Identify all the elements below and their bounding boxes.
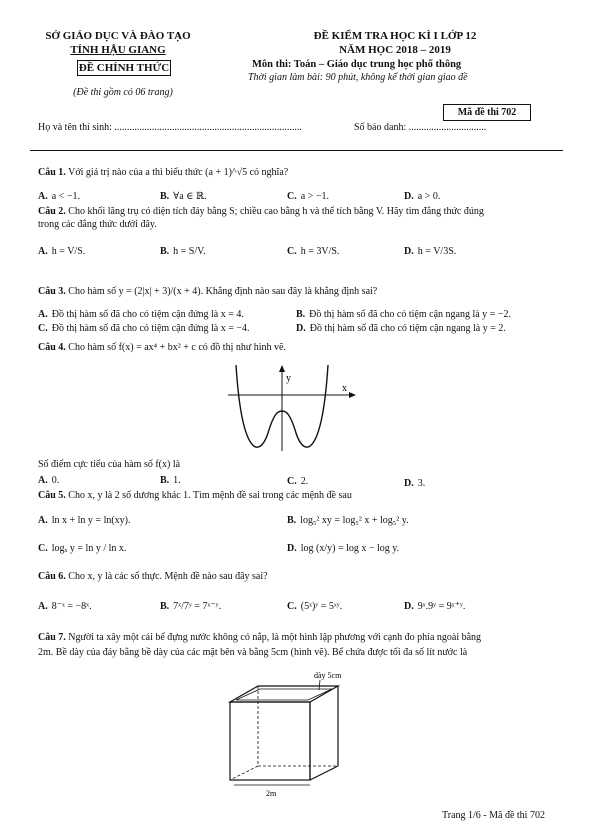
question-5: Câu 5. Cho x, y là 2 số dương khác 1. Tìm mệnh đề sai trong các mệnh đề sau [38, 490, 352, 501]
q5-option-c: C. logₓ y = ln y / ln x. [38, 543, 127, 554]
quartic-graph-figure [222, 363, 362, 455]
side-length-label: 2m [266, 789, 277, 798]
hidden-edge-diagonal [230, 766, 258, 780]
province-name: TỈNH HẬU GIANG [70, 44, 166, 56]
y-axis-label: y [286, 373, 291, 384]
q2-option-d: D. h = V/3S. [404, 246, 457, 257]
student-name-field: Họ và tên thí sinh: ........................................................................... [38, 122, 302, 133]
time-line: Thời gian làm bài: 90 phút, không kể thời gian giao đề [248, 72, 468, 83]
question-7-line2: 2m. Bề dày của đáy bằng bề dày của các mặt bên và bằng 5cm (hình vẽ). Bể chứa được tối đa số lít nước là [38, 647, 468, 658]
q1-option-b: B. ∀a ∈ ℝ. [160, 191, 207, 202]
student-id-field: Số báo danh: ............................... [354, 122, 487, 133]
q6-option-d: D. 9ˣ.9ʸ = 9ˣ⁺ʸ. [404, 601, 466, 612]
y-axis-arrow [279, 365, 285, 372]
q4-option-c: C. 2. [287, 476, 309, 487]
q6-option-b: B. 7ˣ/7ʸ = 7ˣ⁻ʸ. [160, 601, 222, 612]
department-name: SỞ GIÁO DỤC VÀ ĐÀO TẠO [45, 30, 191, 42]
q6-option-c: C. (5ˣ)ʸ = 5ˣʸ. [287, 601, 343, 612]
q2-option-b: B. h = S/V. [160, 246, 206, 257]
exam-code-box: Mã đề thi 702 [443, 104, 531, 121]
q2-option-a: A. h = V/S. [38, 246, 86, 257]
q1-option-c: C. a > −1. [287, 191, 329, 202]
question-2-line2: trong các đẳng thức dưới đây. [38, 219, 157, 230]
q4-option-a: A. 0. [38, 475, 60, 486]
q1-option-a: A. a < −1. [38, 191, 80, 202]
q3-option-d: D. Đồ thị hàm số đã cho có tiệm cận ngang là y = 2. [296, 323, 506, 334]
cube-tank-figure [220, 668, 370, 798]
question-4: Câu 4. Cho hàm số f(x) = ax⁴ + bx² + c có đồ thị như hình vẽ. [38, 342, 286, 353]
q2-option-c: C. h = 3V/S. [287, 246, 340, 257]
x-axis-label: x [342, 383, 347, 394]
exam-title: ĐỀ KIỂM TRA HỌC KÌ I LỚP 12 [313, 30, 477, 42]
right-bottom-edge [310, 766, 338, 780]
q1-option-d: D. a > 0. [404, 191, 441, 202]
q6-option-a: A. 8⁻ˣ = −8ˣ. [38, 601, 92, 612]
question-6: Câu 6. Cho x, y là các số thực. Mệnh đề nào sau đây sai? [38, 571, 268, 582]
q5-option-d: D. log (x/y) = log x − log y. [287, 543, 400, 554]
thickness-pointer [319, 680, 320, 690]
question-3: Câu 3. Cho hàm số y = (2|x| + 3)/(x + 4). Khẳng định nào sau đây là khẳng định sai? [38, 286, 378, 297]
hidden-edges [258, 686, 338, 766]
q3-option-a: A. Đồ thị hàm số đã cho có tiệm cận đứng là x = 4. [38, 309, 244, 320]
official-badge: ĐỀ CHÍNH THỨC [78, 62, 170, 74]
q4-option-b: B. 1. [160, 475, 181, 486]
question-4-followup: Số điểm cực tiểu của hàm số f(x) là [38, 459, 181, 470]
header-divider [30, 150, 563, 151]
thickness-label: dày 5cm [314, 671, 342, 680]
q3-option-b: B. Đồ thị hàm số đã cho có tiệm cận ngang là y = −2. [296, 309, 511, 320]
q5-option-a: A. ln x + ln y = ln(xy). [38, 515, 131, 526]
subject-line: Môn thi: Toán – Giáo dục trung học phổ thông [252, 59, 462, 70]
page-footer: Trang 1/6 - Mã đề thi 702 [442, 810, 545, 821]
front-face [230, 702, 310, 780]
q5-option-b: B. log₅² xy = log₅² x + log₅² y. [287, 515, 409, 526]
question-7: Câu 7. Người ta xây một cái bể đựng nước không có nắp, là một hình lập phương với cạnh đo phía ngoài bằng [38, 632, 482, 643]
school-year: NĂM HỌC 2018 – 2019 [339, 44, 451, 56]
q4-option-d: D. 3. [404, 478, 426, 489]
question-1: Câu 1. Với giá trị nào của a thì biểu thức (a + 1)^√5 có nghĩa? [38, 167, 289, 178]
question-2: Câu 2. Cho khối lăng trụ có diện tích đáy bằng S; chiều cao bằng h và thể tích bằng V. Hãy tìm đẳng thức đúng [38, 206, 484, 217]
page-count-note: (Đề thi gồm có 06 trang) [73, 87, 173, 98]
q3-option-c: C. Đồ thị hàm số đã cho có tiệm cận đứng là x = −4. [38, 323, 250, 334]
x-axis-arrow [349, 392, 356, 398]
